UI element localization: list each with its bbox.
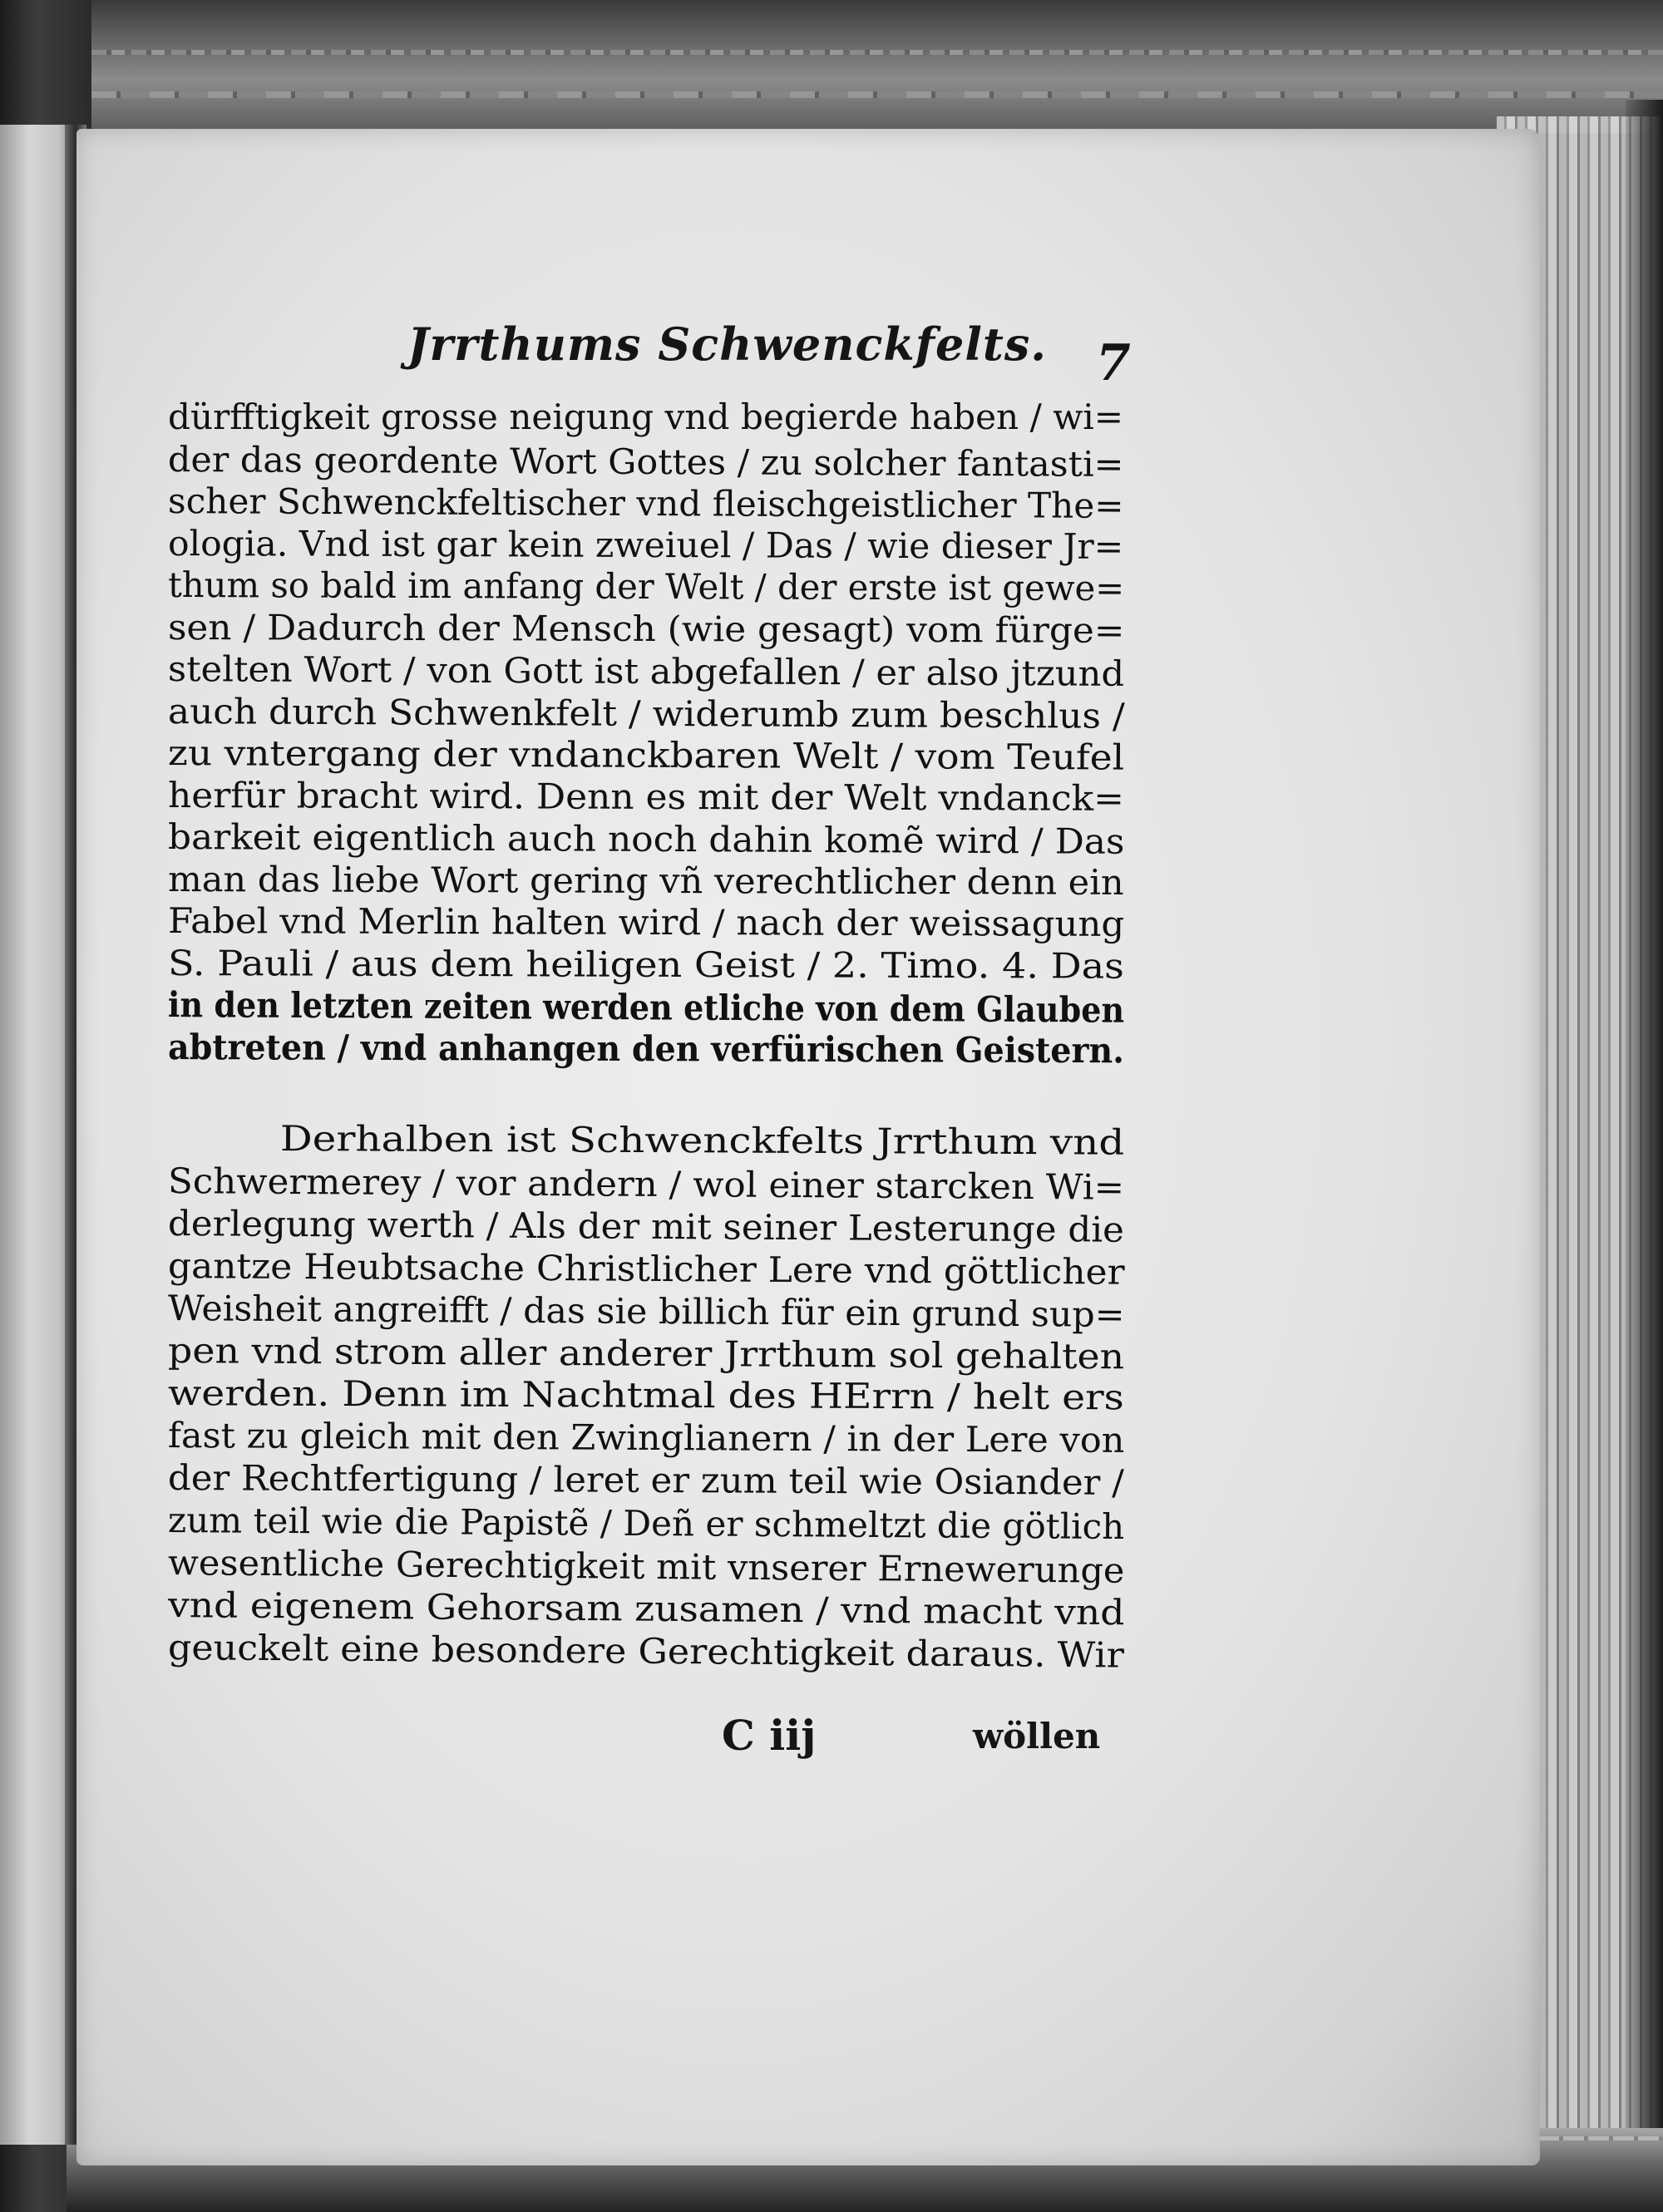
text-line: vnd eigenem Gehorsam zusamen / vnd macht vnd xyxy=(167,1584,1125,1633)
text-line: stelten Wort / von Gott ist abgefallen / er also jtzund xyxy=(167,648,1125,694)
text-line: zu vntergang der vndanckbaren Welt / vom Teufel xyxy=(167,732,1125,778)
running-head: Jrrthums Schwenckfelts. xyxy=(407,318,1048,371)
text-line: Fabel vnd Merlin halten wird / nach der weissagung xyxy=(167,900,1125,944)
book-top-edge xyxy=(91,0,1663,133)
text-line: derlegung werth / Als der mit seiner Lesterunge die xyxy=(167,1203,1125,1250)
text-line: Schwermerey / vor andern / wol einer starcken Wi= xyxy=(167,1160,1125,1208)
text-line: herfür bracht wird. Denn es mit der Welt vndanck= xyxy=(167,774,1125,819)
text-line: Weisheit angreifft / das sie billich für ein grund sup= xyxy=(167,1288,1125,1335)
text-line: S. Pauli / aus dem heiligen Geist / 2. Timo. 4. Das xyxy=(167,942,1124,987)
text-line: in den letzten zeiten werden etliche von dem Glauben xyxy=(167,984,1125,1031)
text-line: abtreten / vnd anhangen den verfürischen Geistern. xyxy=(167,1026,1124,1071)
text-line: scher Schwenckfeltischer vnd fleischgeistlicher The= xyxy=(167,480,1124,526)
text-line: pen vnd strom aller anderer Jrrthum sol gehalten xyxy=(167,1330,1125,1377)
text-line: man das liebe Wort gering vñ verechtlicher denn ein xyxy=(167,858,1124,903)
text-line: gantze Heubtsache Christlicher Lere vnd göttlicher xyxy=(167,1245,1125,1293)
text-line: thum so bald im anfang der Welt / der erste ist gewe= xyxy=(167,564,1125,609)
facing-page-edge xyxy=(0,125,73,2145)
folio-number: 7 xyxy=(1096,334,1131,392)
text-line: auch durch Schwenkfelt / widerumb zum beschlus / xyxy=(167,690,1125,737)
catchword: wöllen xyxy=(973,1716,1101,1756)
text-line: geuckelt eine besondere Gerechtigkeit daraus. Wir xyxy=(167,1627,1125,1676)
text-line: werden. Denn im Nachtmal des HErrn / helt ers xyxy=(167,1372,1124,1418)
text-line: Derhalben ist Schwenckfelts Jrrthum vnd xyxy=(279,1118,1125,1163)
text-line: wesentliche Gerechtigkeit mit vnserer Ernewerunge xyxy=(167,1542,1125,1591)
text-line: dürfftigkeit grosse neigung vnd begierde haben / wi= xyxy=(168,397,1124,437)
text-line: fast zu gleich mit den Zwinglianern / in der Lere von xyxy=(167,1415,1125,1461)
text-line: barkeit eigentlich auch noch dahin komẽ wird / Das xyxy=(167,816,1125,862)
text-line: ologia. Vnd ist gar kein zweiuel / Das / wie dieser Jr= xyxy=(167,522,1124,567)
text-line: der Rechtfertigung / leret er zum teil wie Osiander / xyxy=(167,1457,1124,1503)
text-line: zum teil wie die Papistẽ / Deñ er schmeltzt die götlich xyxy=(167,1500,1125,1548)
text-line: der das geordente Wort Gottes / zu solcher fantasti= xyxy=(167,438,1124,485)
signature-mark: C iij xyxy=(722,1711,817,1760)
text-line: sen / Dadurch der Mensch (wie gesagt) vom fürge= xyxy=(167,606,1125,651)
book-edge-shadow xyxy=(1626,100,1663,2212)
